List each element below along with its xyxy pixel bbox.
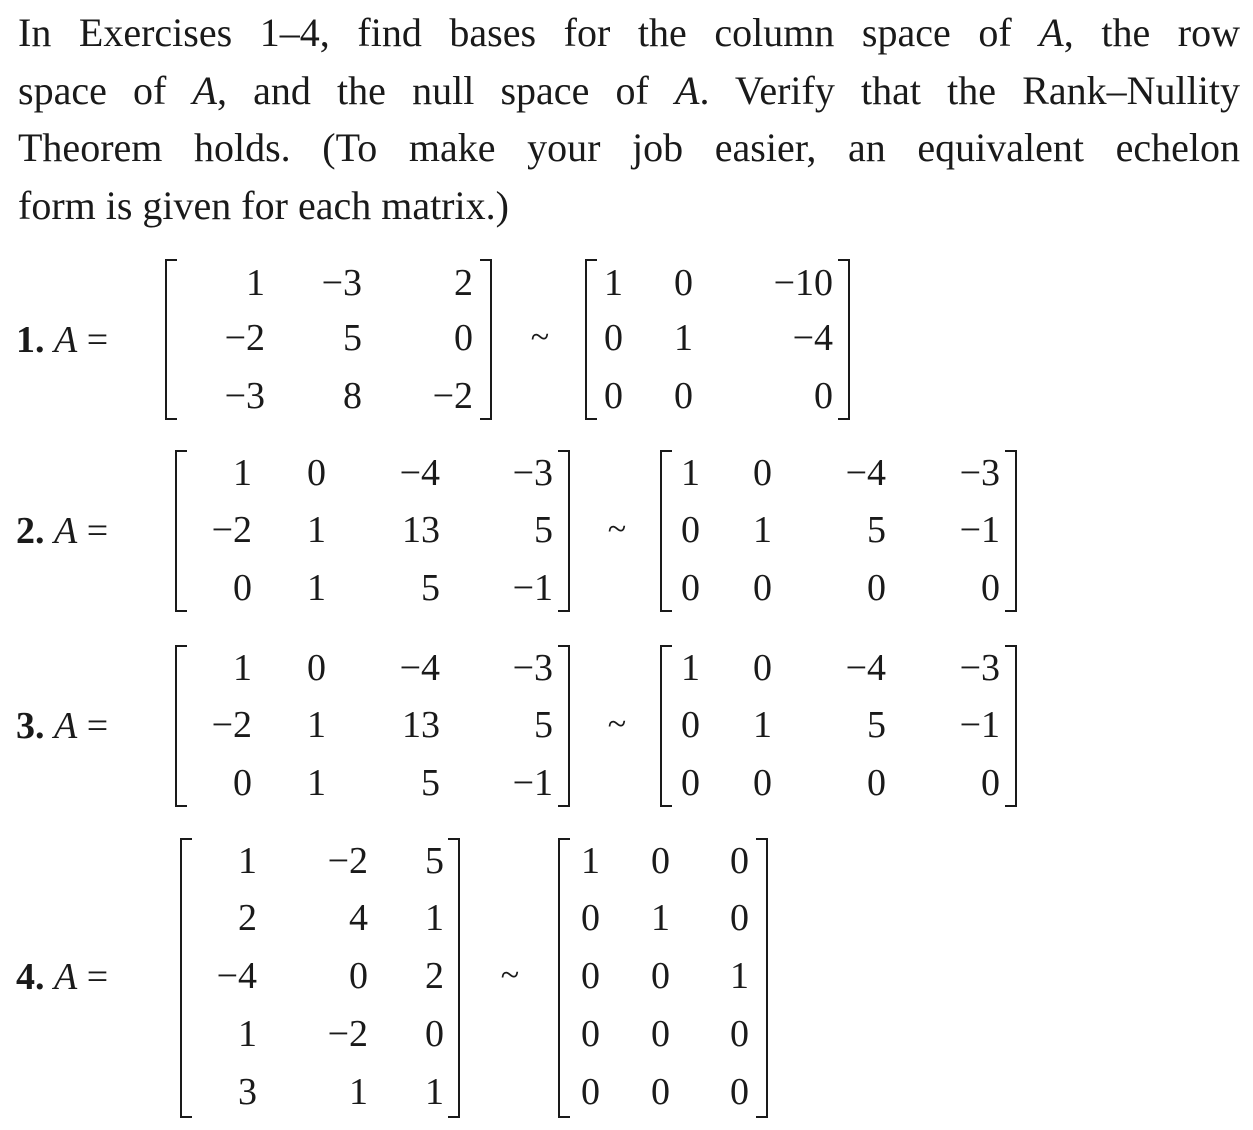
matrix-entry: 1 bbox=[233, 647, 252, 689]
matrix-entry: −3 bbox=[512, 647, 553, 689]
matrix-entry: 2 bbox=[454, 262, 473, 304]
matrix-a bbox=[165, 259, 492, 420]
matrix-entry: 13 bbox=[402, 509, 440, 551]
matrix-entry: 2 bbox=[238, 897, 257, 939]
row-equivalence-symbol: ~ bbox=[607, 511, 627, 548]
matrix-entry: 5 bbox=[867, 704, 886, 746]
left-bracket bbox=[660, 645, 672, 807]
matrix-entry: −2 bbox=[327, 1013, 368, 1055]
matrix-entry: 1 bbox=[674, 317, 693, 359]
matrix-entry: 1 bbox=[753, 704, 772, 746]
row-equivalence-symbol: ~ bbox=[500, 957, 520, 994]
matrix-entry: −4 bbox=[845, 647, 886, 689]
matrix-entry: 0 bbox=[581, 955, 600, 997]
matrix-entry: 0 bbox=[814, 375, 833, 417]
matrix-entry: 1 bbox=[425, 1071, 444, 1113]
left-bracket bbox=[175, 645, 187, 807]
left-bracket bbox=[558, 838, 570, 1118]
matrix-entry: −1 bbox=[512, 567, 553, 609]
matrix-entry: 1 bbox=[681, 452, 700, 494]
matrix-entry: 0 bbox=[730, 840, 749, 882]
matrix-a bbox=[180, 838, 460, 1118]
matrix-entry: 5 bbox=[343, 317, 362, 359]
matrix-entry: −3 bbox=[959, 452, 1000, 494]
row-equivalence-symbol: ~ bbox=[530, 319, 550, 356]
matrix-entry: 0 bbox=[349, 955, 368, 997]
matrix-entry: −3 bbox=[224, 375, 265, 417]
matrix-entry: 1 bbox=[730, 955, 749, 997]
matrix-entry: 0 bbox=[651, 955, 670, 997]
matrix-entry: 4 bbox=[349, 897, 368, 939]
matrix-entry: −2 bbox=[432, 375, 473, 417]
left-bracket bbox=[175, 450, 187, 612]
matrix-entry: −1 bbox=[959, 509, 1000, 551]
right-bracket bbox=[448, 838, 460, 1118]
matrix-entry: −1 bbox=[959, 704, 1000, 746]
matrix-entry: 0 bbox=[753, 647, 772, 689]
matrix-entry: 0 bbox=[651, 1071, 670, 1113]
matrix-entry: 8 bbox=[343, 375, 362, 417]
matrix-entry: 0 bbox=[233, 762, 252, 804]
matrix-entry: 1 bbox=[307, 762, 326, 804]
matrix-entry: 0 bbox=[681, 704, 700, 746]
exercise-label: 1. A = bbox=[16, 319, 109, 361]
matrix-entry: 0 bbox=[753, 762, 772, 804]
matrix-entry: 0 bbox=[981, 567, 1000, 609]
matrix-entry: 1 bbox=[238, 1013, 257, 1055]
matrix-entry: 0 bbox=[651, 1013, 670, 1055]
left-bracket bbox=[660, 450, 672, 612]
left-bracket bbox=[585, 259, 597, 420]
matrix-entry: 0 bbox=[307, 647, 326, 689]
row-equivalence-symbol: ~ bbox=[607, 706, 627, 743]
matrix-entry: 0 bbox=[425, 1013, 444, 1055]
matrix-entry: −4 bbox=[399, 647, 440, 689]
left-bracket bbox=[180, 838, 192, 1118]
matrix-entry: 0 bbox=[307, 452, 326, 494]
matrix-entry: 5 bbox=[421, 567, 440, 609]
matrix-entry: 1 bbox=[307, 704, 326, 746]
matrix-entry: −4 bbox=[399, 452, 440, 494]
exercise-label: 3. A = bbox=[16, 705, 109, 747]
matrix-a bbox=[175, 450, 570, 612]
matrix-entry: 5 bbox=[421, 762, 440, 804]
matrix-entry: 0 bbox=[581, 1071, 600, 1113]
matrix-a bbox=[175, 645, 570, 807]
matrix-echelon-form bbox=[585, 259, 850, 420]
right-bracket bbox=[838, 259, 850, 420]
matrix-entry: 3 bbox=[238, 1071, 257, 1113]
matrix-entry: 0 bbox=[581, 1013, 600, 1055]
matrix-entry: −2 bbox=[211, 704, 252, 746]
matrix-entry: 0 bbox=[674, 375, 693, 417]
matrix-entry: 1 bbox=[681, 647, 700, 689]
matrix-entry: 1 bbox=[651, 897, 670, 939]
right-bracket bbox=[558, 645, 570, 807]
left-bracket bbox=[165, 259, 177, 420]
instructions-line-3: Theorem holds. (To make your job easier, an equivalent echelon bbox=[18, 125, 1240, 170]
matrix-entry: 5 bbox=[867, 509, 886, 551]
matrix-entry: −2 bbox=[327, 840, 368, 882]
matrix-entry: 1 bbox=[246, 262, 265, 304]
matrix-entry: 0 bbox=[604, 317, 623, 359]
matrix-entry: 1 bbox=[233, 452, 252, 494]
instructions-line-1: In Exercises 1–4, find bases for the column space of A, the row bbox=[18, 10, 1241, 55]
matrix-entry: 0 bbox=[981, 762, 1000, 804]
matrix-entry: 1 bbox=[425, 897, 444, 939]
right-bracket bbox=[558, 450, 570, 612]
matrix-entry: 1 bbox=[349, 1071, 368, 1113]
exercise-label: 4. A = bbox=[16, 956, 109, 998]
matrix-entry: −4 bbox=[792, 317, 833, 359]
matrix-entry: −2 bbox=[224, 317, 265, 359]
matrix-entry: 1 bbox=[238, 840, 257, 882]
matrix-entry: 0 bbox=[730, 897, 749, 939]
exercise-label: 2. A = bbox=[16, 510, 109, 552]
matrix-entry: 5 bbox=[534, 509, 553, 551]
matrix-entry: 1 bbox=[307, 509, 326, 551]
matrix-entry: 0 bbox=[730, 1071, 749, 1113]
matrix-entry: −3 bbox=[959, 647, 1000, 689]
right-bracket bbox=[756, 838, 768, 1118]
matrix-entry: −3 bbox=[321, 262, 362, 304]
matrix-entry: 0 bbox=[730, 1013, 749, 1055]
matrix-entry: 0 bbox=[867, 762, 886, 804]
instructions-paragraph bbox=[18, 4, 1240, 234]
matrix-entry: 0 bbox=[581, 897, 600, 939]
matrix-entry: 0 bbox=[753, 567, 772, 609]
matrix-entry: 0 bbox=[867, 567, 886, 609]
matrix-entry: 5 bbox=[425, 840, 444, 882]
right-bracket bbox=[480, 259, 492, 420]
matrix-entry: 0 bbox=[233, 567, 252, 609]
matrix-entry: 5 bbox=[534, 704, 553, 746]
matrix-echelon-form bbox=[558, 838, 768, 1118]
instructions-line-2: space of A, and the null space of A. Verify that the Rank–Nullity bbox=[18, 67, 1240, 113]
matrix-entry: 0 bbox=[674, 262, 693, 304]
matrix-echelon-form bbox=[660, 450, 1017, 612]
matrix-entry: 0 bbox=[681, 509, 700, 551]
matrix-entry: −10 bbox=[773, 262, 833, 304]
matrix-entry: 0 bbox=[651, 840, 670, 882]
right-bracket bbox=[1005, 645, 1017, 807]
matrix-entry: 1 bbox=[581, 840, 600, 882]
matrix-entry: 1 bbox=[753, 509, 772, 551]
right-bracket bbox=[1005, 450, 1017, 612]
matrix-entry: 0 bbox=[454, 317, 473, 359]
matrix-entry: −2 bbox=[211, 509, 252, 551]
matrix-entry: −1 bbox=[512, 762, 553, 804]
matrix-entry: −3 bbox=[512, 452, 553, 494]
matrix-entry: 0 bbox=[681, 762, 700, 804]
matrix-echelon-form bbox=[660, 645, 1017, 807]
matrix-entry: −4 bbox=[845, 452, 886, 494]
matrix-entry: 2 bbox=[425, 955, 444, 997]
matrix-entry: 0 bbox=[681, 567, 700, 609]
matrix-entry: 1 bbox=[604, 262, 623, 304]
matrix-entry: 13 bbox=[402, 704, 440, 746]
matrix-entry: 1 bbox=[307, 567, 326, 609]
matrix-entry: 0 bbox=[753, 452, 772, 494]
matrix-entry: 0 bbox=[604, 375, 623, 417]
matrix-entry: −4 bbox=[216, 955, 257, 997]
instructions-line-4: form is given for each matrix.) bbox=[18, 182, 509, 228]
